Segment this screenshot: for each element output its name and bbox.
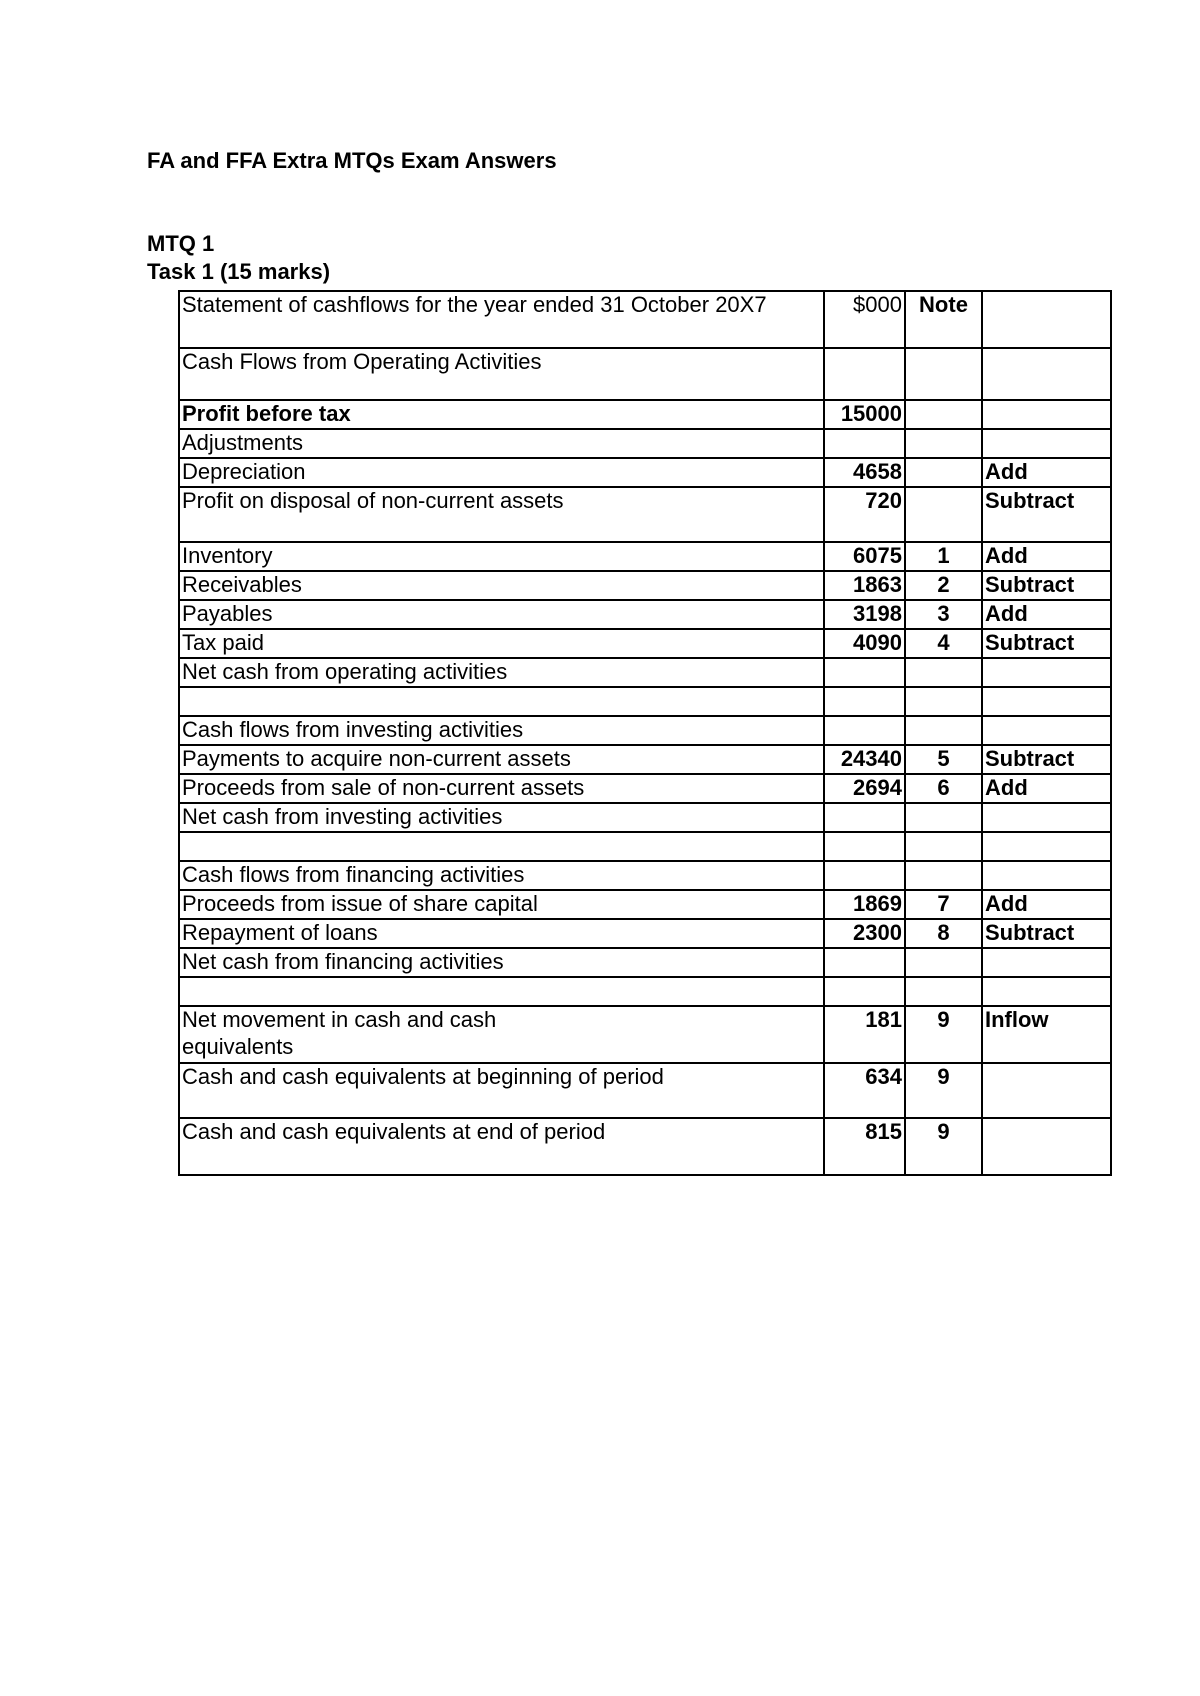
- row-note: 9: [905, 1006, 982, 1063]
- row-amount: [824, 803, 905, 832]
- row-effect: Subtract: [982, 487, 1111, 542]
- table-row: [179, 429, 1111, 458]
- row-note: 8: [905, 919, 982, 948]
- row-description: Payables: [179, 600, 824, 629]
- table-row: [179, 487, 1111, 542]
- row-note: 7: [905, 890, 982, 919]
- row-note: 9: [905, 1118, 982, 1175]
- table-row: [179, 1006, 1111, 1063]
- mtq-heading: MTQ 1: [147, 231, 215, 256]
- row-amount: [824, 948, 905, 977]
- row-effect: [982, 1118, 1111, 1175]
- table-row: [179, 542, 1111, 571]
- table-row: [179, 687, 1111, 716]
- row-effect: Add: [982, 458, 1111, 487]
- table-header-row: [179, 291, 1111, 348]
- row-note: 5: [905, 745, 982, 774]
- row-note: [905, 977, 982, 1006]
- row-amount: 1869: [824, 890, 905, 919]
- row-amount: 2300: [824, 919, 905, 948]
- row-note: [905, 948, 982, 977]
- table-row: [179, 803, 1111, 832]
- row-note: [905, 861, 982, 890]
- table-row: [179, 400, 1111, 429]
- row-description: Proceeds from issue of share capital: [179, 890, 824, 919]
- row-description: Receivables: [179, 571, 824, 600]
- task-heading: Task 1 (15 marks): [147, 259, 331, 284]
- row-note: 1: [905, 542, 982, 571]
- row-note: [905, 687, 982, 716]
- row-amount: [824, 687, 905, 716]
- row-note: 2: [905, 571, 982, 600]
- row-effect: Subtract: [982, 629, 1111, 658]
- table-row: [179, 977, 1111, 1006]
- cashflow-statement-table: [178, 290, 1112, 1176]
- row-description: Cash and cash equivalents at end of period: [179, 1118, 824, 1175]
- table-row: [179, 1118, 1111, 1175]
- row-description: Net cash from investing activities: [179, 803, 824, 832]
- row-effect: [982, 687, 1111, 716]
- row-amount: [824, 716, 905, 745]
- row-note: [905, 658, 982, 687]
- table-row: [179, 948, 1111, 977]
- row-note: 4: [905, 629, 982, 658]
- row-amount: [824, 429, 905, 458]
- row-note: [905, 716, 982, 745]
- row-amount: 634: [824, 1063, 905, 1118]
- row-effect: Add: [982, 890, 1111, 919]
- table-row: [179, 745, 1111, 774]
- row-effect: [982, 977, 1111, 1006]
- row-effect: [982, 832, 1111, 861]
- table-row: [179, 861, 1111, 890]
- row-amount: 1863: [824, 571, 905, 600]
- row-effect: Subtract: [982, 571, 1111, 600]
- row-description: Cash flows from investing activities: [179, 716, 824, 745]
- row-effect: Add: [982, 600, 1111, 629]
- row-note: [905, 832, 982, 861]
- row-amount: [824, 832, 905, 861]
- table-row: [179, 629, 1111, 658]
- row-note: [905, 487, 982, 542]
- row-note: [905, 400, 982, 429]
- row-effect: [982, 716, 1111, 745]
- table-row: [179, 716, 1111, 745]
- row-note: [905, 803, 982, 832]
- row-description: Net cash from operating activities: [179, 658, 824, 687]
- row-effect: Add: [982, 774, 1111, 803]
- row-amount: 3198: [824, 600, 905, 629]
- row-description: Adjustments: [179, 429, 824, 458]
- row-effect: [982, 400, 1111, 429]
- table-row: [179, 458, 1111, 487]
- row-description: Payments to acquire non-current assets: [179, 745, 824, 774]
- row-amount: 181: [824, 1006, 905, 1063]
- table-row: [179, 600, 1111, 629]
- row-description: [179, 832, 824, 861]
- row-description: [179, 977, 824, 1006]
- row-amount: [824, 861, 905, 890]
- row-amount: 4090: [824, 629, 905, 658]
- header-note: Note: [905, 291, 982, 348]
- row-note: 9: [905, 1063, 982, 1118]
- row-amount: [824, 658, 905, 687]
- row-effect: Inflow: [982, 1006, 1111, 1063]
- row-amount: 6075: [824, 542, 905, 571]
- row-description: Net cash from financing activities: [179, 948, 824, 977]
- table-row: [179, 919, 1111, 948]
- table-row: [179, 571, 1111, 600]
- row-description: Cash and cash equivalents at beginning of period: [179, 1063, 824, 1118]
- row-effect: [982, 429, 1111, 458]
- header-amount: $000: [824, 291, 905, 348]
- row-note: [905, 348, 982, 400]
- row-amount: 4658: [824, 458, 905, 487]
- row-effect: [982, 803, 1111, 832]
- row-description: Inventory: [179, 542, 824, 571]
- row-note: [905, 429, 982, 458]
- row-amount: 2694: [824, 774, 905, 803]
- row-description: Profit before tax: [179, 400, 824, 429]
- row-description: Profit on disposal of non-current assets: [179, 487, 824, 542]
- row-effect: Subtract: [982, 745, 1111, 774]
- table-row: [179, 774, 1111, 803]
- row-effect: [982, 658, 1111, 687]
- row-description: Net movement in cash and cash equivalents: [179, 1006, 824, 1063]
- row-effect: Add: [982, 542, 1111, 571]
- row-amount: 720: [824, 487, 905, 542]
- row-effect: Subtract: [982, 919, 1111, 948]
- row-amount: [824, 977, 905, 1006]
- table-row: [179, 348, 1111, 400]
- row-description: [179, 687, 824, 716]
- row-effect: [982, 861, 1111, 890]
- row-effect: [982, 348, 1111, 400]
- document-title: FA and FFA Extra MTQs Exam Answers: [147, 148, 557, 173]
- header-effect: [982, 291, 1111, 348]
- table-row: [179, 658, 1111, 687]
- row-description: Cash Flows from Operating Activities: [179, 348, 824, 400]
- row-description: Cash flows from financing activities: [179, 861, 824, 890]
- table-row: [179, 832, 1111, 861]
- row-description: Tax paid: [179, 629, 824, 658]
- row-amount: 24340: [824, 745, 905, 774]
- row-description: Repayment of loans: [179, 919, 824, 948]
- row-amount: 815: [824, 1118, 905, 1175]
- table-row: [179, 890, 1111, 919]
- row-description: Depreciation: [179, 458, 824, 487]
- row-note: 6: [905, 774, 982, 803]
- header-description: Statement of cashflows for the year ended 31 October 20X7: [179, 291, 824, 348]
- row-note: 3: [905, 600, 982, 629]
- row-amount: 15000: [824, 400, 905, 429]
- row-amount: [824, 348, 905, 400]
- row-effect: [982, 1063, 1111, 1118]
- row-description: Proceeds from sale of non-current assets: [179, 774, 824, 803]
- row-note: [905, 458, 982, 487]
- row-effect: [982, 948, 1111, 977]
- table-row: [179, 1063, 1111, 1118]
